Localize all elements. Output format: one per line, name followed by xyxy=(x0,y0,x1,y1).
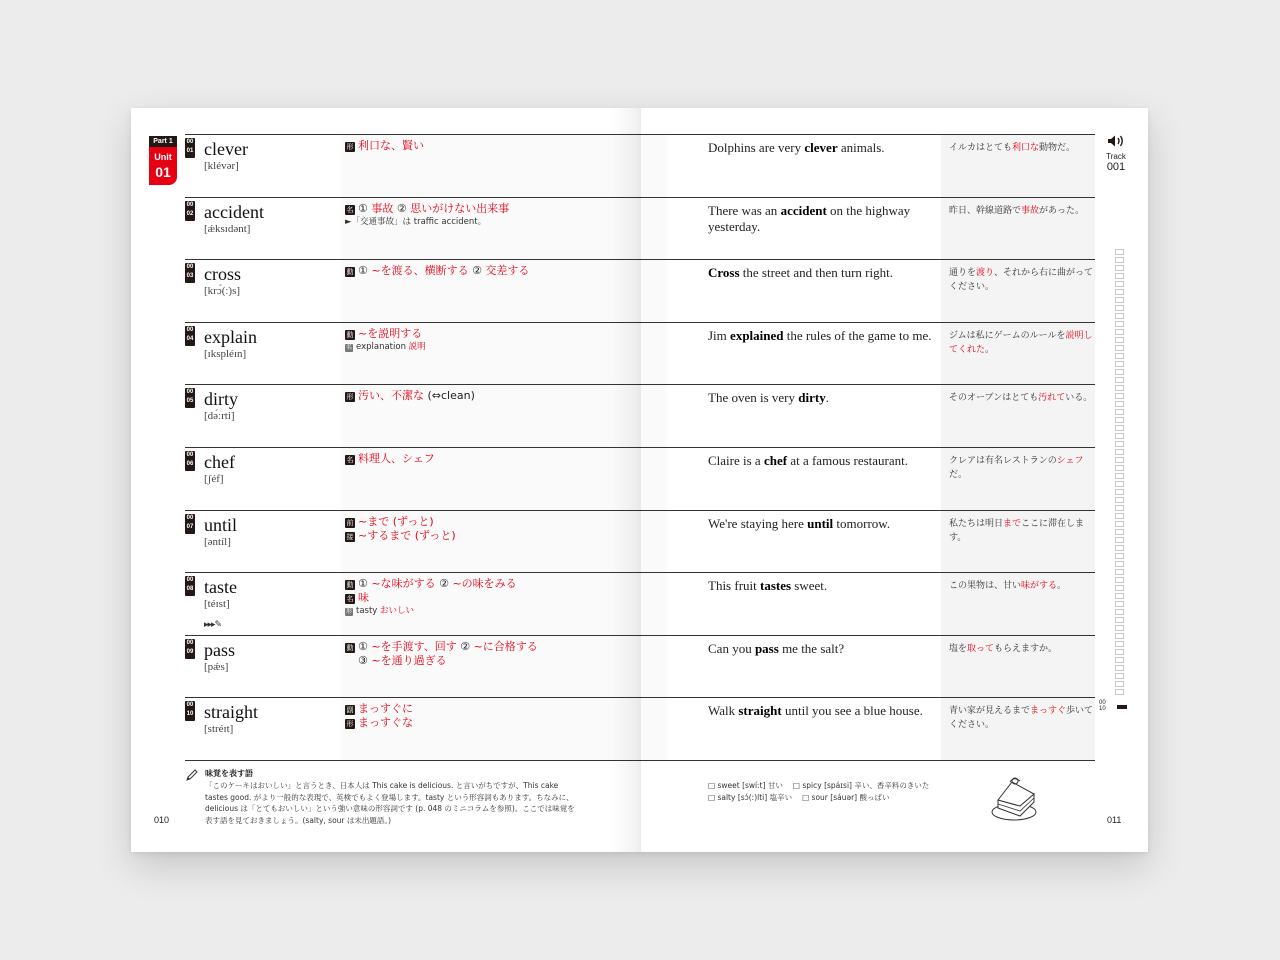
example-text: This fruit xyxy=(708,578,760,594)
page-number-left: 010 xyxy=(154,815,170,825)
entry-number-top: 00 xyxy=(186,577,194,584)
translation-text: だ。 xyxy=(949,470,968,480)
pronunciation: [téɪst] xyxy=(204,598,230,611)
example-text: There was an xyxy=(708,202,781,218)
meaning-text: ② xyxy=(393,201,411,215)
headword: accident xyxy=(204,201,264,222)
translation xyxy=(949,329,1095,357)
progress-checkbox[interactable] xyxy=(1115,545,1124,551)
progress-checkbox[interactable] xyxy=(1115,505,1124,511)
meaning-line xyxy=(345,640,665,654)
translation xyxy=(949,266,1095,294)
meaning-text: (⇔clean) xyxy=(424,389,475,403)
pronunciation: [də́ːrti] xyxy=(204,410,235,423)
meaning-text: ② xyxy=(456,639,474,653)
translation xyxy=(949,141,1095,155)
translation-text: 私たちは明日 xyxy=(949,518,1004,529)
usage-note: ►「交通事故」は traffic accident。 xyxy=(345,216,487,227)
part-of-speech-badge: 動 xyxy=(346,581,354,590)
headword: pass xyxy=(204,639,235,660)
progress-checkbox[interactable] xyxy=(1115,657,1124,663)
progress-checkbox[interactable] xyxy=(1115,417,1124,423)
example-text: . xyxy=(825,390,829,406)
translation-text: まっすぐ xyxy=(1030,706,1067,717)
entry-number-bottom: 08 xyxy=(186,586,194,593)
meaning-text: ① xyxy=(358,577,372,591)
progress-checkbox[interactable] xyxy=(1115,513,1124,519)
vocab-entry xyxy=(185,697,1095,760)
progress-checkbox[interactable] xyxy=(1115,521,1124,527)
progress-checkbox[interactable] xyxy=(1115,353,1124,359)
part-of-speech-badge: 名 xyxy=(346,595,354,604)
example-sentence xyxy=(708,328,936,344)
progress-checkbox[interactable] xyxy=(1115,617,1124,623)
translation-text: 利口な xyxy=(1012,143,1040,153)
taste-word-list xyxy=(708,780,939,804)
translation-text: 渡り xyxy=(976,268,995,279)
entry-number-top: 00 xyxy=(186,514,194,521)
derivative-meaning: おいしい xyxy=(380,606,415,617)
progress-checkbox[interactable] xyxy=(1115,313,1124,319)
progress-checkbox[interactable] xyxy=(1115,609,1124,615)
example-sentence xyxy=(708,390,936,406)
entry-number-top: 00 xyxy=(186,201,194,208)
meaning-text: ① xyxy=(358,264,372,278)
meaning xyxy=(345,577,665,618)
translation-text: 動物だ。 xyxy=(1039,143,1076,153)
pronunciation: [krɔ́(ː)s] xyxy=(204,285,241,298)
unit-part-label: Part 1 xyxy=(149,136,177,147)
progress-marker-bottom: 10 xyxy=(1099,706,1106,712)
meaning-text: まっすぐに xyxy=(358,702,413,716)
translation-text: 説明してくれた xyxy=(949,330,1093,355)
divider xyxy=(185,760,1095,761)
meaning-text: ~の味をみる xyxy=(452,577,517,591)
entry-number-badge xyxy=(185,201,195,221)
example-text: tastes xyxy=(760,578,792,594)
progress-checkbox[interactable] xyxy=(1115,553,1124,559)
word-list-row xyxy=(708,780,939,792)
example-text: Walk xyxy=(708,703,739,719)
vocab-entry xyxy=(185,447,1095,510)
progress-checkbox[interactable] xyxy=(1115,409,1124,415)
vocab-entry xyxy=(185,134,1095,197)
vocab-entry xyxy=(185,510,1095,573)
meaning-text: ~を説明する xyxy=(358,326,423,340)
pencil-icon xyxy=(185,768,199,782)
meaning-text: ~を通り過ぎる xyxy=(371,653,447,667)
entry-number-badge xyxy=(185,138,195,158)
translation-text: 歩いてください。 xyxy=(949,706,1094,731)
progress-checkbox[interactable] xyxy=(1115,449,1124,455)
headword: taste xyxy=(204,577,237,598)
derivative-word: tasty xyxy=(356,606,381,617)
progress-checkbox[interactable] xyxy=(1115,585,1124,591)
word-list-item: □ sour [sáuər] 酸っぱい xyxy=(802,793,890,802)
part-of-speech-badge: 動 xyxy=(346,330,354,339)
entry-number-bottom: 04 xyxy=(186,335,194,342)
meaning-text: 事故 xyxy=(371,201,394,215)
translation-text: 青い家が見えるまで xyxy=(949,706,1031,717)
meaning xyxy=(345,702,665,730)
word-list-item: □ sweet [swíːt] 甘い xyxy=(708,781,783,790)
example-sentence xyxy=(708,203,936,235)
entry-number-top: 00 xyxy=(186,326,194,333)
progress-checkbox[interactable] xyxy=(1115,625,1124,631)
page-number-right: 011 xyxy=(1107,815,1122,825)
pronunciation: [ʃéf] xyxy=(204,473,224,485)
example-text: We're staying here xyxy=(708,515,808,531)
meaning-line xyxy=(345,389,665,403)
column-pointer-icon: ▸▸▸✎ xyxy=(204,620,222,631)
example-text: on the highway yesterday. xyxy=(708,202,911,234)
meaning-text: ~な味がする xyxy=(371,577,436,591)
headword: explain xyxy=(204,326,257,347)
entry-number-top: 00 xyxy=(186,702,194,709)
entry-number-badge xyxy=(185,388,195,408)
meaning-line xyxy=(345,264,665,278)
progress-checkbox[interactable] xyxy=(1115,529,1124,535)
meaning xyxy=(345,327,665,354)
translation-text: そのオーブンはとても xyxy=(949,393,1039,404)
translation-text: 昨日、幹線道路で xyxy=(949,205,1022,216)
progress-checkbox[interactable] xyxy=(1115,489,1124,495)
entry-number-bottom: 01 xyxy=(186,148,194,154)
meaning-text: 利口な、賢い xyxy=(358,139,424,152)
progress-checkbox[interactable] xyxy=(1115,569,1124,575)
meaning-text: ① xyxy=(358,639,372,653)
entry-number-badge xyxy=(185,639,195,659)
progress-checkbox[interactable] xyxy=(1115,257,1124,263)
example-text: until you see a blue house. xyxy=(781,703,923,719)
meaning xyxy=(345,202,665,229)
progress-flag xyxy=(1117,705,1127,709)
progress-checkbox[interactable] xyxy=(1115,297,1124,303)
meaning xyxy=(345,389,665,403)
translation-text: があった。 xyxy=(1039,205,1084,216)
vocab-entry xyxy=(185,197,1095,260)
translation xyxy=(949,517,1095,545)
translation-text: ここに滞在します。 xyxy=(949,518,1085,543)
translation xyxy=(949,642,1095,656)
progress-checkbox[interactable] xyxy=(1115,329,1124,335)
meaning-text: ② xyxy=(435,577,453,591)
part-of-speech-badge: 形 xyxy=(346,720,354,729)
progress-marker xyxy=(1099,700,1106,712)
meaning-line xyxy=(345,591,665,605)
meaning-line xyxy=(345,702,665,716)
part-of-speech-badge: 動 xyxy=(346,268,354,277)
entry-number-badge xyxy=(185,576,195,596)
entry-number-top: 00 xyxy=(186,452,194,458)
derivative-note xyxy=(345,605,665,618)
progress-checkbox[interactable] xyxy=(1115,473,1124,479)
entry-number-bottom: 07 xyxy=(186,523,194,530)
example-text: until xyxy=(807,515,834,531)
progress-checkbox[interactable] xyxy=(1115,361,1124,367)
example-text: explained xyxy=(730,327,784,343)
progress-checkbox[interactable] xyxy=(1115,497,1124,503)
vocab-entry xyxy=(185,384,1095,447)
translation-text: 取って xyxy=(967,643,995,654)
meaning xyxy=(345,515,665,543)
progress-checkbox[interactable] xyxy=(1115,433,1124,439)
book-spread xyxy=(131,108,1148,852)
meaning-text: 思いがけない出来事 xyxy=(410,201,510,215)
word-list-item: □ salty [sɔ́(ː)lti] 塩辛い xyxy=(708,793,793,802)
pronunciation: [stréɪt] xyxy=(204,723,234,736)
translation-text: いる。 xyxy=(1065,393,1093,404)
entry-number-bottom: 09 xyxy=(186,648,194,655)
cake-illustration-icon xyxy=(990,772,1042,824)
example-text: sweet. xyxy=(791,578,828,594)
example-sentence xyxy=(708,140,936,156)
example-text: animals. xyxy=(837,140,885,155)
translation-text: 通りを xyxy=(949,268,977,279)
progress-checkbox[interactable] xyxy=(1115,641,1124,647)
progress-marker-top: 00 xyxy=(1099,700,1106,706)
example-text: Cross xyxy=(708,265,740,281)
progress-checkbox[interactable] xyxy=(1115,649,1124,655)
translation xyxy=(949,454,1095,482)
unit-label: Unit xyxy=(154,152,172,162)
part-of-speech-badge: 副 xyxy=(346,706,354,715)
word-list-item: □ spicy [spáɪsi] 辛い、香辛料のきいた xyxy=(792,781,930,790)
entry-number-badge xyxy=(185,326,195,346)
meaning-line xyxy=(345,452,665,466)
progress-checkbox[interactable] xyxy=(1115,665,1124,671)
derivative-meaning: 説明 xyxy=(408,341,426,352)
example-sentence xyxy=(708,453,936,469)
derivative-word: explanation xyxy=(356,341,409,352)
progress-checkbox[interactable] xyxy=(1115,337,1124,343)
track-number: 001 xyxy=(1106,161,1126,173)
progress-checkboxes xyxy=(1115,249,1127,697)
translation-text: 味がする xyxy=(1021,581,1058,592)
example-sentence xyxy=(708,641,936,657)
example-text: straight xyxy=(738,703,782,719)
vocab-entry xyxy=(185,322,1095,385)
progress-checkbox[interactable] xyxy=(1115,385,1124,391)
meaning-text: ~に合格する xyxy=(473,639,538,653)
part-of-speech-badge: 形 xyxy=(346,143,354,151)
translation-text: この果物は、甘い xyxy=(949,581,1022,592)
example-sentence xyxy=(708,703,936,719)
meaning-text: 交差する xyxy=(485,264,530,278)
translation-text: 。 xyxy=(1057,581,1067,592)
entry-number-badge xyxy=(185,514,195,534)
progress-checkbox[interactable] xyxy=(1115,345,1124,351)
unit-badge xyxy=(149,136,177,185)
headword: clever xyxy=(204,139,248,159)
progress-checkbox[interactable] xyxy=(1115,561,1124,567)
progress-checkbox[interactable] xyxy=(1115,673,1124,679)
example-text: at a famous restaurant. xyxy=(787,453,909,468)
progress-checkbox[interactable] xyxy=(1115,537,1124,543)
progress-checkbox[interactable] xyxy=(1115,457,1124,463)
meaning xyxy=(345,452,665,466)
unit-number: 01 xyxy=(155,164,171,180)
pronunciation: [ɪkspléɪn] xyxy=(204,347,247,360)
progress-checkbox[interactable] xyxy=(1115,273,1124,279)
entry-number-badge xyxy=(185,451,195,471)
progress-checkbox[interactable] xyxy=(1115,249,1124,255)
entry-number-badge xyxy=(185,701,195,721)
progress-checkbox[interactable] xyxy=(1115,465,1124,471)
progress-checkbox[interactable] xyxy=(1115,281,1124,287)
entry-number-top: 00 xyxy=(186,389,194,396)
example-text: accident xyxy=(780,202,827,218)
translation-text: 事故 xyxy=(1021,205,1040,216)
meaning-text: 汚い、不潔な xyxy=(358,389,424,403)
part-of-speech-badge: 前 xyxy=(346,518,354,527)
entry-number-top: 00 xyxy=(186,639,194,646)
translation-text: クレアは有名レストランの xyxy=(949,456,1057,466)
part-of-speech-badge: 接 xyxy=(346,532,354,541)
progress-checkbox[interactable] xyxy=(1115,321,1124,327)
meaning xyxy=(345,264,665,278)
progress-checkbox[interactable] xyxy=(1115,401,1124,407)
meaning-line xyxy=(345,202,665,216)
example-text: the street and then turn right. xyxy=(739,265,893,281)
progress-checkbox[interactable] xyxy=(1115,425,1124,431)
progress-checkbox[interactable] xyxy=(1115,377,1124,383)
progress-checkbox[interactable] xyxy=(1115,601,1124,607)
meaning-text: ~するまで (ずっと) xyxy=(358,528,456,542)
example-text: chef xyxy=(763,453,788,468)
headword: until xyxy=(204,514,238,535)
meaning-line xyxy=(345,139,665,153)
pronunciation: [pǽs] xyxy=(204,660,229,673)
example-text: the rules of the game to me. xyxy=(783,327,932,343)
part-of-speech-badge: 動 xyxy=(346,643,354,652)
progress-checkbox[interactable] xyxy=(1115,289,1124,295)
meaning-text: 味 xyxy=(358,591,369,605)
translation-text: イルカはとても xyxy=(949,143,1013,153)
track-label: Track xyxy=(1106,152,1126,161)
translation-text: もらえますか。 xyxy=(994,643,1058,654)
translation-text: 、それから右に曲がってください。 xyxy=(949,268,1094,293)
example-text: tomorrow. xyxy=(833,515,891,531)
entry-number-bottom: 03 xyxy=(186,273,194,280)
translation-text: 。 xyxy=(985,344,995,355)
column-body: 「このケーキはおいしい」と言うとき、日本人は This cake is delicious. と言いがちですが、This cake tastes good. がより一般的な表現で、英検でもよく登場します。tasty という形容詞もあります。ちなみに、delicious は「とてもおいしい」という強い意味の形容詞です (p. 048 のミニコラムを参照)。ここでは味覚を表す語を見ておきましょう。(salty, sour は未出題語。) xyxy=(205,781,575,825)
example-sentence xyxy=(708,578,936,594)
meaning xyxy=(345,640,665,668)
entry-number-bottom: 02 xyxy=(186,210,194,217)
meaning-text: まっすぐな xyxy=(358,716,413,730)
example-text: The oven is very xyxy=(708,390,799,406)
meaning-text: ~を渡る、横断する xyxy=(371,264,469,278)
headword: dirty xyxy=(204,389,238,410)
meaning-text: ~を手渡す、回す xyxy=(371,639,457,653)
example-text: pass xyxy=(754,640,779,656)
derivative-note xyxy=(345,341,665,354)
progress-checkbox[interactable] xyxy=(1115,305,1124,311)
example-text: dirty xyxy=(798,390,826,406)
example-sentence xyxy=(708,516,936,532)
translation xyxy=(949,391,1095,405)
headword: cross xyxy=(204,264,241,285)
example-text: me the salt? xyxy=(778,640,845,656)
meaning-text: ② xyxy=(468,264,486,278)
translation xyxy=(949,704,1095,732)
example-text: Jim xyxy=(708,327,731,343)
progress-checkbox[interactable] xyxy=(1115,577,1124,583)
translation-text: まで xyxy=(1003,518,1022,529)
vocab-entry xyxy=(185,259,1095,322)
meaning-text: ③ xyxy=(358,653,372,667)
word-list-row xyxy=(708,792,939,804)
progress-checkbox[interactable] xyxy=(1115,393,1124,399)
translation-text: ジムは私にゲームのルールを xyxy=(949,330,1066,341)
translation xyxy=(949,579,1095,593)
part-of-speech-badge: 名 xyxy=(346,456,354,464)
entry-number-bottom: 05 xyxy=(186,398,194,405)
entry-number-top: 00 xyxy=(186,264,194,271)
part-of-speech-badge: 形 xyxy=(346,393,354,402)
meaning xyxy=(345,139,665,153)
headword: chef xyxy=(204,452,235,472)
part-of-speech-badge: 名 xyxy=(345,343,352,351)
translation-text: 塩を xyxy=(949,643,968,654)
pronunciation: [ǽksɪdənt] xyxy=(204,222,251,235)
meaning-text: ~まで (ずっと) xyxy=(358,514,434,528)
example-text: clever xyxy=(804,140,838,155)
headword: straight xyxy=(204,702,258,723)
example-text: Claire is a xyxy=(708,453,764,468)
translation-text: 汚れて xyxy=(1038,393,1066,404)
example-sentence xyxy=(708,265,936,281)
entry-number-bottom: 10 xyxy=(186,711,194,718)
entry-number-badge xyxy=(185,263,195,283)
meaning-line xyxy=(345,654,665,668)
part-of-speech-badge: 名 xyxy=(346,205,354,214)
meaning-text: 料理人、シェフ xyxy=(358,452,435,465)
progress-checkbox[interactable] xyxy=(1115,441,1124,447)
vocab-entry xyxy=(185,572,1095,635)
speaker-icon[interactable] xyxy=(1106,134,1126,148)
progress-checkbox[interactable] xyxy=(1115,369,1124,375)
column-title: 味覚を表す語 xyxy=(205,769,253,778)
vocab-entry xyxy=(185,635,1095,698)
progress-checkbox[interactable] xyxy=(1115,681,1124,687)
progress-checkbox[interactable] xyxy=(1115,481,1124,487)
example-text: Can you xyxy=(708,640,755,656)
progress-checkbox[interactable] xyxy=(1115,633,1124,639)
translation xyxy=(949,204,1095,218)
pronunciation: [əntíl] xyxy=(204,535,231,548)
example-text: Dolphins are very xyxy=(708,140,805,155)
progress-checkbox[interactable] xyxy=(1115,593,1124,599)
meaning-line xyxy=(345,515,665,529)
progress-checkbox[interactable] xyxy=(1115,265,1124,271)
part-of-speech-badge: 形 xyxy=(345,608,352,616)
entry-number-top: 00 xyxy=(186,139,194,145)
meaning-line xyxy=(345,577,665,591)
progress-checkbox[interactable] xyxy=(1115,689,1124,695)
pronunciation: [klévər] xyxy=(204,160,239,172)
meaning-line xyxy=(345,529,665,543)
meaning-line xyxy=(345,327,665,341)
meaning-line xyxy=(345,716,665,730)
translation-text: シェフ xyxy=(1056,456,1084,466)
meaning-text: ① xyxy=(358,201,372,215)
entry-number-bottom: 06 xyxy=(186,461,194,467)
